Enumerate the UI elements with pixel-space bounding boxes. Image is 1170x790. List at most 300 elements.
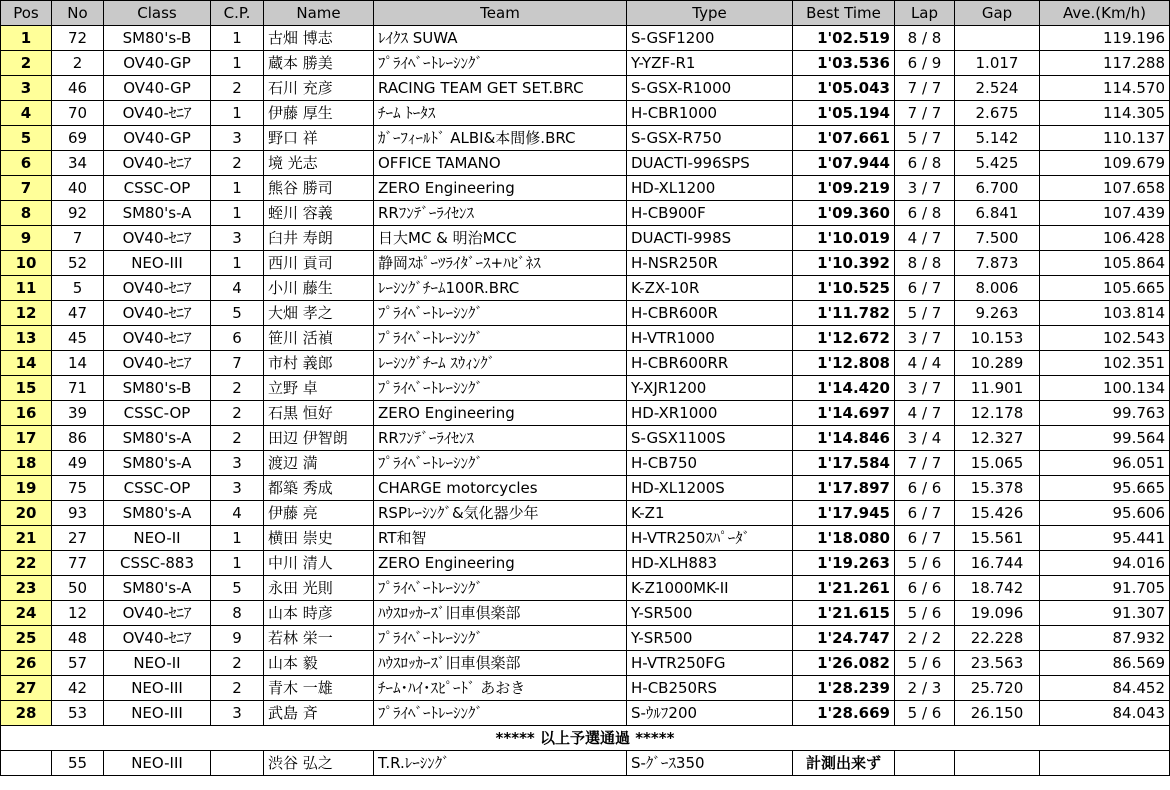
cell-class: OV40-ｾﾆｱ: [104, 626, 211, 651]
cell-lap: 7 / 7: [895, 451, 955, 476]
cell-no: 70: [52, 101, 104, 126]
cell-class: SM80's-B: [104, 26, 211, 51]
cell-class: SM80's-A: [104, 451, 211, 476]
table-row: [1, 126, 1170, 151]
cell-no: 27: [52, 526, 104, 551]
cell-pos: 27: [1, 676, 52, 701]
table-row: [1, 426, 1170, 451]
table-row: [1, 626, 1170, 651]
cell-ave: 107.658: [1040, 176, 1170, 201]
cell-class: SM80's-A: [104, 201, 211, 226]
cell-type: H-CBR600RR: [627, 351, 793, 376]
cell-no: 45: [52, 326, 104, 351]
cell-gap: 7.873: [955, 251, 1040, 276]
cell-lap: 5 / 6: [895, 551, 955, 576]
cell-cp: 3: [211, 476, 264, 501]
cell-gap: 15.426: [955, 501, 1040, 526]
cell-lap: 3 / 7: [895, 176, 955, 201]
cell-lap: 5 / 6: [895, 651, 955, 676]
table-row: [1, 26, 1170, 51]
cell-lap: 3 / 4: [895, 426, 955, 451]
cell-pos: 18: [1, 451, 52, 476]
cell-ave: 110.137: [1040, 126, 1170, 151]
cell-lap: 2 / 2: [895, 626, 955, 651]
cell-ave: 102.351: [1040, 351, 1170, 376]
table-row: [1, 701, 1170, 726]
cell-team: ﾌﾟﾗｲﾍﾞｰﾄﾚｰｼﾝｸﾞ: [374, 51, 627, 76]
cell-best-time: 1'07.944: [793, 151, 895, 176]
cell-cp: 3: [211, 226, 264, 251]
cell-pos: 16: [1, 401, 52, 426]
table-row: [1, 226, 1170, 251]
cell-name: 中川 清人: [264, 551, 374, 576]
cell-cp: 2: [211, 426, 264, 451]
cell-class: CSSC-OP: [104, 176, 211, 201]
cell-best-time: 1'05.194: [793, 101, 895, 126]
cell-type: H-NSR250R: [627, 251, 793, 276]
cell-team: RT和智: [374, 526, 627, 551]
cell-cp: 3: [211, 451, 264, 476]
table-row: [1, 476, 1170, 501]
cell-gap: 2.524: [955, 76, 1040, 101]
cell-class: NEO-III: [104, 251, 211, 276]
cell-name: 蔵本 勝美: [264, 51, 374, 76]
cell-best-time: 1'26.082: [793, 651, 895, 676]
cell-best-time: 1'21.615: [793, 601, 895, 626]
cell-no: 77: [52, 551, 104, 576]
cell-class: NEO-II: [104, 526, 211, 551]
cell-gap: 15.378: [955, 476, 1040, 501]
cell-pos: 1: [1, 26, 52, 51]
cell-name: 笹川 活禎: [264, 326, 374, 351]
cell-type: HD-XLH883: [627, 551, 793, 576]
cell-pos: 11: [1, 276, 52, 301]
cell-class: NEO-III: [104, 701, 211, 726]
cell-cp: 2: [211, 376, 264, 401]
cell-cp: 3: [211, 126, 264, 151]
cell-gap: 11.901: [955, 376, 1040, 401]
cell-best-time: 1'14.846: [793, 426, 895, 451]
cell-pos: 5: [1, 126, 52, 151]
cell-lap: 8 / 8: [895, 251, 955, 276]
cell-class: OV40-ｾﾆｱ: [104, 601, 211, 626]
cell-lap: 5 / 7: [895, 126, 955, 151]
cell-name: 若林 栄一: [264, 626, 374, 651]
table-row: [1, 551, 1170, 576]
cell-gap: 18.742: [955, 576, 1040, 601]
cell-type: DUACTI-996SPS: [627, 151, 793, 176]
cell-team: RSPﾚｰｼﾝｸﾞ&気化器少年: [374, 501, 627, 526]
cell-class: CSSC-OP: [104, 401, 211, 426]
cell-gap: 8.006: [955, 276, 1040, 301]
cell-type: Y-XJR1200: [627, 376, 793, 401]
cell-cp: 1: [211, 526, 264, 551]
cell-best-time: 1'09.360: [793, 201, 895, 226]
cell-name: 小川 藤生: [264, 276, 374, 301]
cell-ave: 103.814: [1040, 301, 1170, 326]
cell-gap: 1.017: [955, 51, 1040, 76]
cell-gap: 19.096: [955, 601, 1040, 626]
cell-name: 石黒 恒好: [264, 401, 374, 426]
header-pos: Pos: [1, 1, 52, 26]
cell-type: Y-SR500: [627, 601, 793, 626]
cell-gap: 9.263: [955, 301, 1040, 326]
cell-gap: 5.425: [955, 151, 1040, 176]
table-row: [1, 326, 1170, 351]
cell-type: H-CB250RS: [627, 676, 793, 701]
cell-team: ZERO Engineering: [374, 176, 627, 201]
cell-gap: 23.563: [955, 651, 1040, 676]
cell-pos: 10: [1, 251, 52, 276]
table-row: [1, 401, 1170, 426]
cell-best-time: 1'17.584: [793, 451, 895, 476]
cell-lap: 5 / 7: [895, 301, 955, 326]
cell-gap: [955, 751, 1040, 776]
cell-ave: 106.428: [1040, 226, 1170, 251]
header-gap: Gap: [955, 1, 1040, 26]
cell-team: ﾌﾟﾗｲﾍﾞｰﾄﾚｰｼﾝｸﾞ: [374, 301, 627, 326]
cell-class: SM80's-A: [104, 576, 211, 601]
cell-lap: 6 / 8: [895, 151, 955, 176]
cell-name: 野口 祥: [264, 126, 374, 151]
cell-best-time: 1'05.043: [793, 76, 895, 101]
cell-ave: 84.043: [1040, 701, 1170, 726]
cell-cp: 6: [211, 326, 264, 351]
cell-pos: [1, 751, 52, 776]
cell-name: 伊藤 厚生: [264, 101, 374, 126]
cell-best-time: 1'10.525: [793, 276, 895, 301]
cell-gap: 15.065: [955, 451, 1040, 476]
cell-lap: 6 / 9: [895, 51, 955, 76]
cell-best-time: 1'11.782: [793, 301, 895, 326]
cell-name: 市村 義郎: [264, 351, 374, 376]
cell-type: Y-SR500: [627, 626, 793, 651]
cell-no: 2: [52, 51, 104, 76]
cell-best-time: 1'14.697: [793, 401, 895, 426]
cell-team: ﾌﾟﾗｲﾍﾞｰﾄﾚｰｼﾝｸﾞ: [374, 451, 627, 476]
cell-cp: 3: [211, 701, 264, 726]
table-row: [1, 451, 1170, 476]
table-row: [1, 201, 1170, 226]
nonqualified-row: [1, 751, 1170, 776]
cell-type: K-ZX-10R: [627, 276, 793, 301]
cell-pos: 6: [1, 151, 52, 176]
cell-team: ﾌﾟﾗｲﾍﾞｰﾄﾚｰｼﾝｸﾞ: [374, 326, 627, 351]
cell-lap: 6 / 6: [895, 476, 955, 501]
cell-type: H-CB750: [627, 451, 793, 476]
cell-cp: 2: [211, 151, 264, 176]
cell-ave: 114.570: [1040, 76, 1170, 101]
cell-pos: 26: [1, 651, 52, 676]
cell-cp: 8: [211, 601, 264, 626]
cell-team: ﾌﾟﾗｲﾍﾞｰﾄﾚｰｼﾝｸﾞ: [374, 701, 627, 726]
cell-name: 山本 時彦: [264, 601, 374, 626]
cell-gap: 22.228: [955, 626, 1040, 651]
cell-type: H-CBR1000: [627, 101, 793, 126]
header-type: Type: [627, 1, 793, 26]
cell-cp: 2: [211, 676, 264, 701]
table-row: [1, 651, 1170, 676]
cell-type: H-VTR250ｽﾊﾟｰﾀﾞ: [627, 526, 793, 551]
cell-lap: 4 / 7: [895, 226, 955, 251]
cell-pos: 3: [1, 76, 52, 101]
cell-no: 75: [52, 476, 104, 501]
cell-name: 熊谷 勝司: [264, 176, 374, 201]
cell-no: 72: [52, 26, 104, 51]
cell-class: OV40-GP: [104, 76, 211, 101]
cell-class: OV40-ｾﾆｱ: [104, 276, 211, 301]
cell-name: 山本 毅: [264, 651, 374, 676]
cell-gap: 26.150: [955, 701, 1040, 726]
table-row: [1, 176, 1170, 201]
results-body: [1, 26, 1170, 776]
cell-ave: 105.665: [1040, 276, 1170, 301]
cell-best-time: 1'28.669: [793, 701, 895, 726]
cell-cp: 4: [211, 276, 264, 301]
cell-best-time: 1'18.080: [793, 526, 895, 551]
header-row: [1, 1, 1170, 26]
cell-no: 93: [52, 501, 104, 526]
cell-type: S-GSX-R1000: [627, 76, 793, 101]
cell-team: ZERO Engineering: [374, 401, 627, 426]
header-class: Class: [104, 1, 211, 26]
cell-gap: 6.841: [955, 201, 1040, 226]
cell-best-time: 1'24.747: [793, 626, 895, 651]
cell-ave: 94.016: [1040, 551, 1170, 576]
qualifying-separator-row: [1, 726, 1170, 751]
cell-gap: 12.178: [955, 401, 1040, 426]
cell-cp: 1: [211, 101, 264, 126]
cell-no: 14: [52, 351, 104, 376]
cell-lap: 4 / 7: [895, 401, 955, 426]
cell-gap: 10.153: [955, 326, 1040, 351]
cell-no: 42: [52, 676, 104, 701]
results-header: [1, 1, 1170, 26]
cell-no: 47: [52, 301, 104, 326]
cell-ave: 99.564: [1040, 426, 1170, 451]
cell-class: OV40-ｾﾆｱ: [104, 226, 211, 251]
cell-pos: 17: [1, 426, 52, 451]
cell-team: ZERO Engineering: [374, 551, 627, 576]
cell-lap: 7 / 7: [895, 101, 955, 126]
header-best-time: Best Time: [793, 1, 895, 26]
cell-no: 71: [52, 376, 104, 401]
cell-team: ﾌﾟﾗｲﾍﾞｰﾄﾚｰｼﾝｸﾞ: [374, 626, 627, 651]
cell-name: 渡辺 満: [264, 451, 374, 476]
cell-type: DUACTI-998S: [627, 226, 793, 251]
cell-ave: 96.051: [1040, 451, 1170, 476]
cell-pos: 24: [1, 601, 52, 626]
table-row: [1, 601, 1170, 626]
cell-pos: 9: [1, 226, 52, 251]
cell-name: 石川 充彦: [264, 76, 374, 101]
table-row: [1, 101, 1170, 126]
cell-ave: [1040, 751, 1170, 776]
cell-best-time: 1'03.536: [793, 51, 895, 76]
cell-type: S-ｳﾙﾌ200: [627, 701, 793, 726]
cell-no: 12: [52, 601, 104, 626]
table-row: [1, 251, 1170, 276]
cell-team: ﾊｳｽﾛｯｶｰｽﾞ旧車倶楽部: [374, 651, 627, 676]
qualifying-separator: ***** 以上予選通過 *****: [1, 726, 1170, 751]
cell-lap: 5 / 6: [895, 601, 955, 626]
cell-pos: 7: [1, 176, 52, 201]
cell-best-time: 1'21.261: [793, 576, 895, 601]
cell-name: 武島 斉: [264, 701, 374, 726]
cell-name: 伊藤 亮: [264, 501, 374, 526]
cell-team: ﾌﾟﾗｲﾍﾞｰﾄﾚｰｼﾝｸﾞ: [374, 376, 627, 401]
header-ave: Ave.(Km/h): [1040, 1, 1170, 26]
header-name: Name: [264, 1, 374, 26]
cell-lap: 6 / 6: [895, 576, 955, 601]
cell-lap: 3 / 7: [895, 376, 955, 401]
cell-lap: 3 / 7: [895, 326, 955, 351]
table-row: [1, 376, 1170, 401]
cell-type: K-Z1: [627, 501, 793, 526]
cell-type: Y-YZF-R1: [627, 51, 793, 76]
cell-ave: 119.196: [1040, 26, 1170, 51]
cell-cp: 5: [211, 301, 264, 326]
cell-no: 53: [52, 701, 104, 726]
cell-best-time: 1'10.392: [793, 251, 895, 276]
cell-lap: 4 / 4: [895, 351, 955, 376]
cell-type: K-Z1000MK-II: [627, 576, 793, 601]
cell-name: 永田 光則: [264, 576, 374, 601]
header-cp: C.P.: [211, 1, 264, 26]
cell-lap: 6 / 7: [895, 276, 955, 301]
cell-best-time: 計測出来ず: [793, 751, 895, 776]
cell-no: 34: [52, 151, 104, 176]
cell-ave: 95.441: [1040, 526, 1170, 551]
cell-class: OV40-ｾﾆｱ: [104, 326, 211, 351]
cell-team: 日大MC & 明治MCC: [374, 226, 627, 251]
cell-pos: 19: [1, 476, 52, 501]
cell-team: OFFICE TAMANO: [374, 151, 627, 176]
cell-best-time: 1'19.263: [793, 551, 895, 576]
cell-ave: 99.763: [1040, 401, 1170, 426]
cell-team: 静岡ｽﾎﾟｰﾂﾗｲﾀﾞｰｽ+ﾊﾋﾞﾈｽ: [374, 251, 627, 276]
cell-team: ﾚｲｸｽ SUWA: [374, 26, 627, 51]
table-row: [1, 76, 1170, 101]
cell-team: RRﾌﾝﾃﾞｰﾗｲｾﾝｽ: [374, 201, 627, 226]
cell-ave: 117.288: [1040, 51, 1170, 76]
cell-team: ﾚｰｼﾝｸﾞﾁｰﾑ ｽｳｨﾝｸﾞ: [374, 351, 627, 376]
cell-ave: 109.679: [1040, 151, 1170, 176]
cell-best-time: 1'07.661: [793, 126, 895, 151]
table-row: [1, 151, 1170, 176]
cell-class: OV40-ｾﾆｱ: [104, 351, 211, 376]
cell-no: 46: [52, 76, 104, 101]
header-team: Team: [374, 1, 627, 26]
cell-pos: 28: [1, 701, 52, 726]
cell-cp: 2: [211, 651, 264, 676]
cell-pos: 2: [1, 51, 52, 76]
cell-pos: 20: [1, 501, 52, 526]
cell-pos: 22: [1, 551, 52, 576]
cell-best-time: 1'14.420: [793, 376, 895, 401]
cell-team: ﾌﾟﾗｲﾍﾞｰﾄﾚｰｼﾝｸﾞ: [374, 576, 627, 601]
cell-lap: 5 / 6: [895, 701, 955, 726]
cell-type: S-ｸﾞｰｽ350: [627, 751, 793, 776]
cell-no: 50: [52, 576, 104, 601]
cell-ave: 95.606: [1040, 501, 1170, 526]
cell-ave: 91.705: [1040, 576, 1170, 601]
cell-type: S-GSX-R750: [627, 126, 793, 151]
cell-pos: 4: [1, 101, 52, 126]
cell-pos: 14: [1, 351, 52, 376]
cell-lap: 8 / 8: [895, 26, 955, 51]
cell-class: OV40-GP: [104, 126, 211, 151]
cell-best-time: 1'10.019: [793, 226, 895, 251]
cell-no: 39: [52, 401, 104, 426]
cell-gap: [955, 26, 1040, 51]
cell-team: ｶﾞｰﾌｨｰﾙﾄﾞ ALBI&本間修.BRC: [374, 126, 627, 151]
cell-no: 52: [52, 251, 104, 276]
cell-cp: 7: [211, 351, 264, 376]
table-row: [1, 576, 1170, 601]
cell-ave: 102.543: [1040, 326, 1170, 351]
table-row: [1, 676, 1170, 701]
cell-class: OV40-GP: [104, 51, 211, 76]
cell-best-time: 1'09.219: [793, 176, 895, 201]
cell-best-time: 1'17.945: [793, 501, 895, 526]
cell-gap: 16.744: [955, 551, 1040, 576]
cell-team: RACING TEAM GET SET.BRC: [374, 76, 627, 101]
cell-ave: 87.932: [1040, 626, 1170, 651]
cell-pos: 8: [1, 201, 52, 226]
cell-cp: 1: [211, 251, 264, 276]
cell-cp: 1: [211, 551, 264, 576]
cell-gap: 6.700: [955, 176, 1040, 201]
cell-team: CHARGE motorcycles: [374, 476, 627, 501]
cell-cp: 1: [211, 176, 264, 201]
table-row: [1, 351, 1170, 376]
cell-gap: 12.327: [955, 426, 1040, 451]
cell-gap: 10.289: [955, 351, 1040, 376]
cell-lap: 7 / 7: [895, 76, 955, 101]
cell-no: 5: [52, 276, 104, 301]
cell-team: RRﾌﾝﾃﾞｰﾗｲｾﾝｽ: [374, 426, 627, 451]
cell-team: ﾁｰﾑ ﾄｰﾀｽ: [374, 101, 627, 126]
header-no: No: [52, 1, 104, 26]
cell-type: HD-XL1200: [627, 176, 793, 201]
cell-lap: 2 / 3: [895, 676, 955, 701]
cell-ave: 84.452: [1040, 676, 1170, 701]
cell-cp: 2: [211, 401, 264, 426]
cell-type: HD-XL1200S: [627, 476, 793, 501]
cell-cp: 9: [211, 626, 264, 651]
cell-gap: 2.675: [955, 101, 1040, 126]
cell-name: 青木 一雄: [264, 676, 374, 701]
cell-cp: 1: [211, 201, 264, 226]
cell-pos: 21: [1, 526, 52, 551]
cell-no: 55: [52, 751, 104, 776]
cell-gap: 15.561: [955, 526, 1040, 551]
cell-name: 横田 崇史: [264, 526, 374, 551]
cell-cp: 2: [211, 76, 264, 101]
cell-no: 92: [52, 201, 104, 226]
cell-pos: 12: [1, 301, 52, 326]
cell-class: CSSC-883: [104, 551, 211, 576]
cell-ave: 105.864: [1040, 251, 1170, 276]
cell-team: T.R.ﾚｰｼﾝｸﾞ: [374, 751, 627, 776]
cell-lap: [895, 751, 955, 776]
cell-ave: 100.134: [1040, 376, 1170, 401]
cell-no: 69: [52, 126, 104, 151]
cell-class: OV40-ｾﾆｱ: [104, 151, 211, 176]
cell-no: 48: [52, 626, 104, 651]
table-row: [1, 526, 1170, 551]
